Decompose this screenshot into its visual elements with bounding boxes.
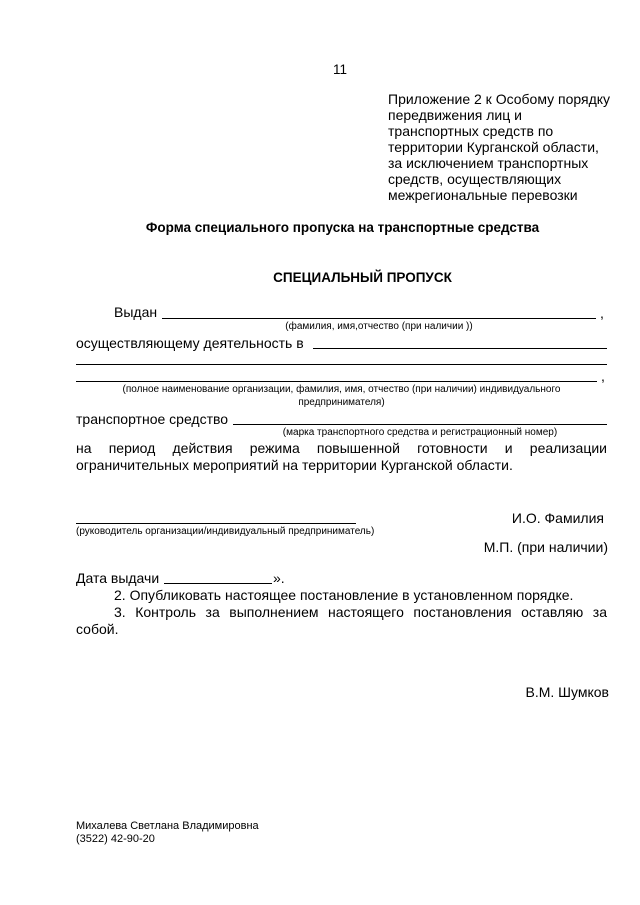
form-title: Форма специального пропуска на транспортные средства [145,220,540,235]
issued-label: Выдан [114,304,158,320]
org-caption-line2: предпринимателя) [298,397,385,408]
issue-date-label: Дата выдачи [76,570,160,586]
vehicle-line[interactable] [233,424,607,425]
vehicle-caption: (марка транспортного средства и регистрационный номер) [282,427,558,438]
period-line1: на период действия режима повышенной готовности и реализации [76,440,607,456]
appendix-line: Приложение 2 к Особому порядку [388,91,611,107]
signature-name: И.О. Фамилия [511,510,604,526]
appendix-line: транспортных средств по [388,123,554,139]
stamp-note: М.П. (при наличии) [483,539,608,555]
pass-title: СПЕЦИАЛЬНЫЙ ПРОПУСК [273,270,452,285]
signature-line[interactable] [76,523,356,524]
appendix-block [388,91,628,203]
item-3-line1: 3. Контроль за выполнением настоящего постановления оставляю за [114,604,607,620]
activity-label: осуществляющему деятельность в [76,335,304,351]
executor-phone: (3522) 42-90-20 [76,833,155,845]
issue-date-suffix: ». [273,570,285,586]
issued-caption: (фамилия, имя,отчество (при наличии )) [285,321,473,332]
appendix-line: за исключением транспортных [388,155,589,171]
period-line2: ограничительных мероприятий на территории Курганской области. [76,457,513,473]
signer-name: В.М. Шумков [525,684,609,700]
activity-line[interactable] [313,348,607,349]
vehicle-label: транспортное средство [76,411,229,427]
appendix-line: межрегиональные перевозки [388,187,578,203]
org-comma: , [601,368,605,384]
org-caption-line1: (полное наименование организации, фамилия, имя, отчество (при наличии) индивидуального [122,384,561,395]
signature-caption: (руководитель организации/индивидуальный предприниматель) [76,526,375,537]
issued-name-line[interactable] [162,318,596,319]
issue-date-line[interactable] [164,583,272,584]
item-3-line2: собой. [76,621,119,637]
item-2: 2. Опубликовать настоящее постановление в установленном порядке. [114,587,574,603]
org-line-2[interactable] [76,381,597,382]
appendix-line: передвижения лиц и [388,107,522,123]
appendix-line: средств, осуществляющих [388,171,562,187]
appendix-line: территории Курганской области, [388,139,599,155]
page-number: 11 [332,62,347,77]
issued-comma: , [600,305,604,321]
org-line-1[interactable] [76,364,607,365]
executor-name: Михалева Светлана Владимировна [76,820,259,832]
